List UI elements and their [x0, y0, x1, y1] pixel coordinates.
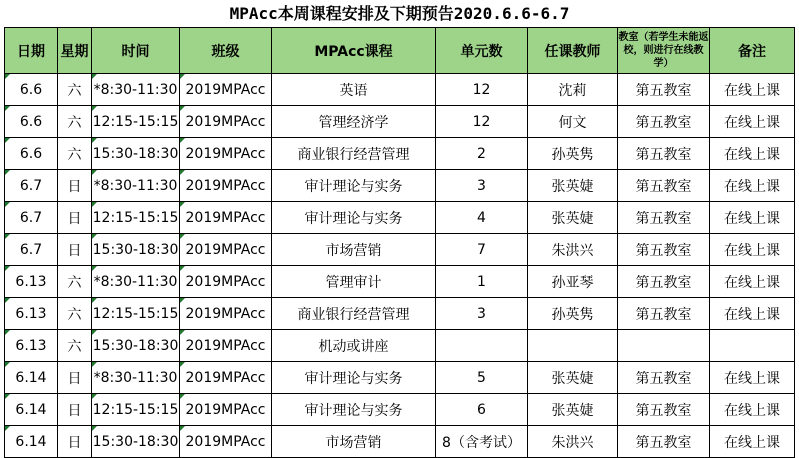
cell-weekday: 日	[58, 362, 92, 394]
cell-course: 审计理论与实务	[272, 394, 436, 426]
cell-date: 6.14	[5, 426, 58, 458]
cell-teacher: 朱洪兴	[528, 234, 618, 266]
cell-time: *8:30-11:30	[92, 362, 180, 394]
cell-class: 2019MPAcc	[180, 202, 272, 234]
cell-weekday: 六	[58, 266, 92, 298]
cell-course: 机动或讲座	[272, 330, 436, 362]
cell-course: 管理审计	[272, 266, 436, 298]
cell-room	[618, 330, 710, 362]
cell-course: 市场营销	[272, 234, 436, 266]
cell-class: 2019MPAcc	[180, 330, 272, 362]
header-course: MPAcc课程	[272, 28, 436, 74]
cell-room: 第五教室	[618, 106, 710, 138]
table-row	[5, 426, 795, 458]
header-date: 日期	[5, 28, 58, 74]
cell-date: 6.7	[5, 234, 58, 266]
cell-teacher: 张英婕	[528, 362, 618, 394]
header-units: 单元数	[436, 28, 528, 74]
cell-note: 在线上课	[710, 106, 795, 138]
cell-date: 6.7	[5, 170, 58, 202]
table-row	[5, 106, 795, 138]
cell-teacher: 何文	[528, 106, 618, 138]
cell-date: 6.14	[5, 362, 58, 394]
header-time: 时间	[92, 28, 180, 74]
cell-date: 6.14	[5, 394, 58, 426]
cell-teacher: 张英婕	[528, 170, 618, 202]
cell-class: 2019MPAcc	[180, 298, 272, 330]
cell-course: 管理经济学	[272, 106, 436, 138]
cell-room: 第五教室	[618, 362, 710, 394]
cell-room: 第五教室	[618, 394, 710, 426]
table-row	[5, 330, 795, 362]
cell-date: 6.13	[5, 266, 58, 298]
cell-note: 在线上课	[710, 170, 795, 202]
cell-units: 12	[436, 106, 528, 138]
cell-room: 第五教室	[618, 74, 710, 106]
cell-weekday: 日	[58, 394, 92, 426]
cell-course: 商业银行经营管理	[272, 138, 436, 170]
cell-note: 在线上课	[710, 234, 795, 266]
cell-units: 6	[436, 394, 528, 426]
table-row	[5, 170, 795, 202]
cell-note: 在线上课	[710, 298, 795, 330]
cell-time: 12:15-15:15	[92, 394, 180, 426]
cell-class: 2019MPAcc	[180, 394, 272, 426]
table-row	[5, 234, 795, 266]
cell-class: 2019MPAcc	[180, 138, 272, 170]
cell-class: 2019MPAcc	[180, 362, 272, 394]
cell-date: 6.6	[5, 106, 58, 138]
cell-date: 6.6	[5, 138, 58, 170]
cell-teacher: 张英婕	[528, 202, 618, 234]
cell-room: 第五教室	[618, 170, 710, 202]
cell-time: 15:30-18:30	[92, 234, 180, 266]
header-teacher: 任课教师	[528, 28, 618, 74]
cell-time: *8:30-11:30	[92, 266, 180, 298]
cell-teacher: 孙亚琴	[528, 266, 618, 298]
cell-teacher: 孙英隽	[528, 138, 618, 170]
cell-room: 第五教室	[618, 234, 710, 266]
cell-units: 3	[436, 170, 528, 202]
cell-note: 在线上课	[710, 394, 795, 426]
schedule-table	[4, 27, 795, 458]
cell-weekday: 六	[58, 138, 92, 170]
cell-course: 审计理论与实务	[272, 170, 436, 202]
cell-course: 英语	[272, 74, 436, 106]
table-row	[5, 298, 795, 330]
cell-weekday: 日	[58, 426, 92, 458]
cell-weekday: 日	[58, 234, 92, 266]
cell-units: 8（含考试）	[436, 426, 528, 458]
cell-note: 在线上课	[710, 74, 795, 106]
cell-room: 第五教室	[618, 202, 710, 234]
cell-time: *8:30-11:30	[92, 170, 180, 202]
header-row	[5, 28, 795, 74]
cell-time: *8:30-11:30	[92, 74, 180, 106]
cell-date: 6.13	[5, 298, 58, 330]
cell-teacher: 张英婕	[528, 394, 618, 426]
cell-teacher	[528, 330, 618, 362]
cell-time: 15:30-18:30	[92, 426, 180, 458]
page-title: MPAcc本周课程安排及下期预告2020.6.6-6.7	[229, 4, 570, 23]
cell-units: 4	[436, 202, 528, 234]
cell-time: 15:30-18:30	[92, 330, 180, 362]
header-class: 班级	[180, 28, 272, 74]
cell-note	[710, 330, 795, 362]
header-room: 教室（若学生未能返校，则进行在线教学）	[618, 28, 710, 74]
cell-units: 1	[436, 266, 528, 298]
cell-class: 2019MPAcc	[180, 106, 272, 138]
cell-class: 2019MPAcc	[180, 426, 272, 458]
header-note: 备注	[710, 28, 795, 74]
cell-teacher: 孙英隽	[528, 298, 618, 330]
table-body	[5, 74, 795, 458]
table-row	[5, 202, 795, 234]
table-row	[5, 394, 795, 426]
cell-course: 审计理论与实务	[272, 362, 436, 394]
cell-units: 12	[436, 74, 528, 106]
cell-units	[436, 330, 528, 362]
cell-weekday: 六	[58, 106, 92, 138]
table-row	[5, 138, 795, 170]
header-weekday: 星期	[58, 28, 92, 74]
cell-date: 6.6	[5, 74, 58, 106]
cell-course: 审计理论与实务	[272, 202, 436, 234]
cell-date: 6.13	[5, 330, 58, 362]
cell-time: 12:15-15:15	[92, 298, 180, 330]
table-row	[5, 74, 795, 106]
cell-time: 12:15-15:15	[92, 106, 180, 138]
cell-room: 第五教室	[618, 266, 710, 298]
cell-time: 15:30-18:30	[92, 138, 180, 170]
cell-note: 在线上课	[710, 426, 795, 458]
table-row	[5, 362, 795, 394]
cell-class: 2019MPAcc	[180, 170, 272, 202]
cell-note: 在线上课	[710, 138, 795, 170]
cell-class: 2019MPAcc	[180, 74, 272, 106]
cell-weekday: 六	[58, 298, 92, 330]
cell-time: 12:15-15:15	[92, 202, 180, 234]
cell-room: 第五教室	[618, 426, 710, 458]
cell-note: 在线上课	[710, 266, 795, 298]
cell-weekday: 六	[58, 74, 92, 106]
cell-course: 市场营销	[272, 426, 436, 458]
cell-teacher: 沈莉	[528, 74, 618, 106]
cell-note: 在线上课	[710, 202, 795, 234]
cell-class: 2019MPAcc	[180, 266, 272, 298]
cell-room: 第五教室	[618, 138, 710, 170]
cell-weekday: 日	[58, 202, 92, 234]
cell-units: 3	[436, 298, 528, 330]
cell-room: 第五教室	[618, 298, 710, 330]
cell-weekday: 日	[58, 170, 92, 202]
table-row	[5, 266, 795, 298]
cell-date: 6.7	[5, 202, 58, 234]
cell-course: 商业银行经营管理	[272, 298, 436, 330]
cell-weekday: 六	[58, 330, 92, 362]
cell-note: 在线上课	[710, 362, 795, 394]
cell-units: 7	[436, 234, 528, 266]
cell-class: 2019MPAcc	[180, 234, 272, 266]
cell-units: 5	[436, 362, 528, 394]
cell-units: 2	[436, 138, 528, 170]
cell-teacher: 朱洪兴	[528, 426, 618, 458]
